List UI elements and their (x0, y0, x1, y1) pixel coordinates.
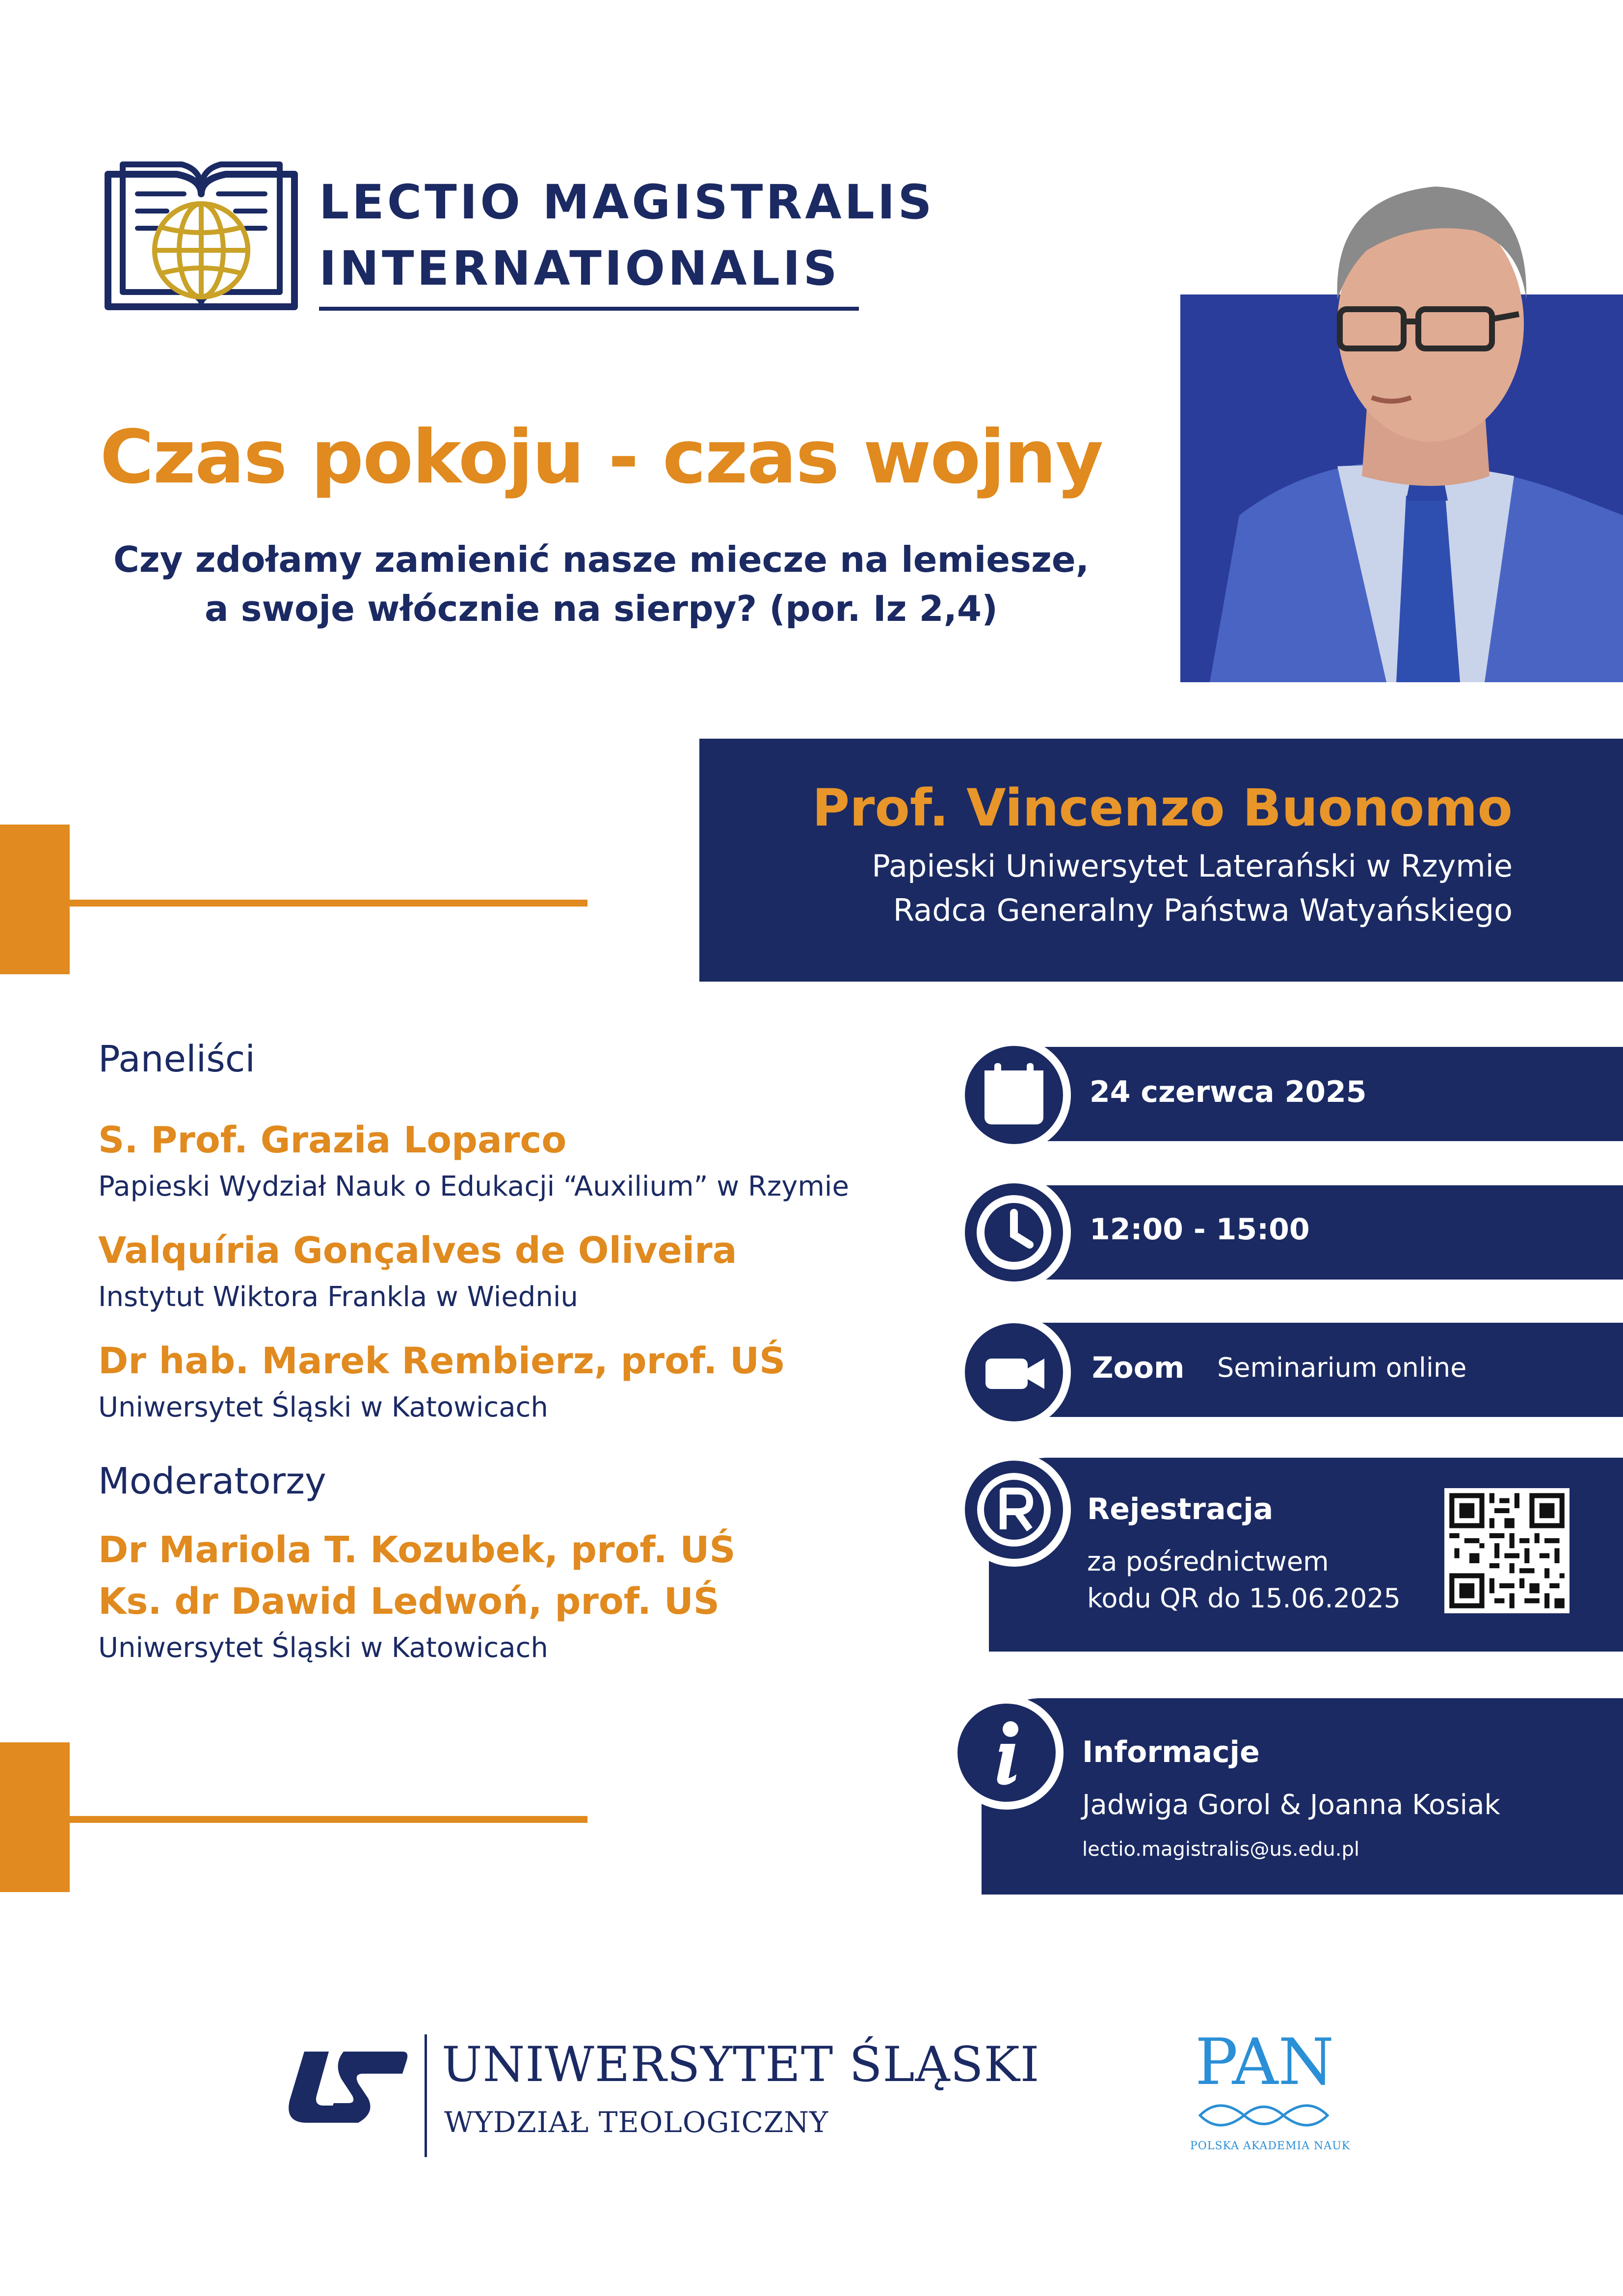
decor-bar-vertical-bottom (0, 1742, 70, 1892)
decor-bar-horizontal-top (70, 900, 587, 907)
moderator-name-2: Ks. dr Dawid Ledwoń, prof. UŚ (98, 1580, 720, 1623)
logo (98, 155, 304, 317)
decor-bar-horizontal-bottom (70, 1816, 587, 1823)
speaker-affiliation (872, 844, 1513, 933)
panelist-affiliation: Uniwersytet Śląski w Katowicach (98, 1391, 548, 1423)
footer-divider (425, 2034, 427, 2157)
page-subtitle (0, 535, 1202, 633)
zoom-icon-circle (957, 1315, 1071, 1429)
event-date: 24 czerwca 2025 (1090, 1075, 1367, 1109)
pan-logo-text: PAN (1195, 2025, 1334, 2099)
registration-label: Rejestracja (1087, 1492, 1274, 1526)
zoom-text: Seminarium online (1217, 1352, 1467, 1383)
pan-infinity-icon (1190, 2096, 1337, 2135)
contact-names: Jadwiga Gorol & Joanna Kosiak (1082, 1789, 1500, 1821)
panelist-name: S. Prof. Grazia Loparco (98, 1119, 567, 1161)
panelist-name: Dr hab. Marek Rembierz, prof. UŚ (98, 1340, 786, 1382)
panelist-affiliation: Instytut Wiktora Frankla w Wiedniu (98, 1281, 578, 1313)
video-camera-icon (965, 1323, 1063, 1421)
pan-logo-mark (1190, 2096, 1337, 2135)
book-globe-icon (98, 155, 304, 317)
clock-icon (965, 1183, 1063, 1281)
speaker-photo (1180, 123, 1623, 682)
panelists-heading: Paneliści (98, 1038, 255, 1080)
registration-line-1: za pośrednictwem (1087, 1546, 1329, 1577)
speaker-name: Prof. Vincenzo Buonomo (812, 778, 1513, 838)
event-time: 12:00 - 15:00 (1090, 1212, 1310, 1247)
info-icon (958, 1704, 1056, 1802)
registration-icon-circle (957, 1453, 1071, 1567)
speaker-affiliation-1: Papieski Uniwersytet Laterański w Rzymie (872, 848, 1513, 884)
contact-email[interactable]: lectio.magistralis@us.edu.pl (1082, 1838, 1359, 1861)
us-logo-icon (280, 2044, 412, 2130)
faculty-name: WYDZIAŁ TEOLOGICZNY (444, 2106, 829, 2139)
calendar-icon (965, 1046, 1063, 1144)
time-icon-circle (957, 1175, 1071, 1289)
registration-line-2: kodu QR do 15.06.2025 (1087, 1583, 1401, 1614)
subtitle-line-1: Czy zdołamy zamienić nasze miecze na lemiesze, (113, 539, 1090, 580)
page-title: Czas pokoju - czas wojny (100, 415, 1103, 500)
contact-icon-circle (950, 1696, 1064, 1810)
contact-label: Informacje (1082, 1735, 1260, 1769)
moderator-affiliation: Uniwersytet Śląski w Katowicach (98, 1632, 548, 1664)
registration-qr-code[interactable] (1444, 1488, 1570, 1613)
panelist-affiliation: Papieski Wydział Nauk o Edukacji “Auxilium” w Rzymie (98, 1171, 849, 1202)
university-name: UNIWERSYTET ŚLĄSKI (442, 2037, 1040, 2093)
moderators-heading: Moderatorzy (98, 1460, 326, 1502)
logo-title (319, 169, 935, 302)
subtitle-line-2: a swoje włócznie na sierpy? (por. Iz 2,4) (204, 588, 998, 629)
logo-line-1: LECTIO MAGISTRALIS (319, 175, 935, 230)
panelist-name: Valquíria Gonçalves de Oliveira (98, 1229, 737, 1272)
date-icon-circle (957, 1038, 1071, 1152)
registered-icon (965, 1461, 1063, 1559)
university-logo (280, 2044, 412, 2130)
logo-line-2: INTERNATIONALIS (319, 241, 840, 296)
moderator-name-1: Dr Mariola T. Kozubek, prof. UŚ (98, 1529, 736, 1571)
speaker-affiliation-2: Radca Generalny Państwa Watyańskiego (893, 892, 1513, 928)
decor-bar-vertical-top (0, 825, 70, 974)
logo-divider (319, 307, 859, 311)
zoom-label: Zoom (1092, 1351, 1185, 1385)
pan-logo-subtitle: POLSKA AKADEMIA NAUK (1190, 2140, 1351, 2152)
